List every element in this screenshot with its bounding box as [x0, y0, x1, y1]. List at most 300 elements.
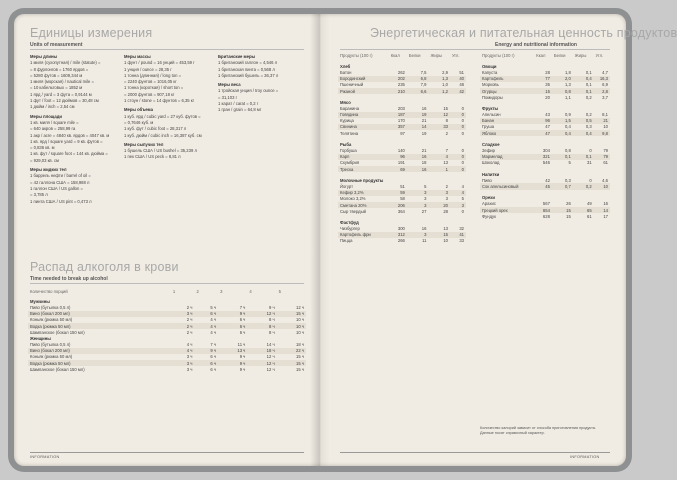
text-line: 1 галлон США / US gallon = — [30, 185, 83, 191]
text-line: 1 миля (морская) / nautical mile = — [30, 79, 94, 85]
section-heading: Британские меры — [218, 54, 256, 59]
table-cell: 4 ч — [210, 317, 217, 323]
nutrition-rule — [340, 49, 610, 50]
table-cell: Сметана 20% — [338, 202, 389, 208]
text-line: = 2240 фунтов = 1016,05 кг — [124, 79, 177, 85]
column-header: Ккал — [390, 52, 400, 58]
text-line: 1 стоун / stone = 14 фунтов = 6,35 кг — [124, 98, 195, 104]
left-footer-rule — [30, 452, 304, 453]
text-line: 1 кв. миля / square mile = — [30, 119, 79, 125]
column-header: 5 — [278, 288, 281, 294]
section-heading: Меры длины — [30, 54, 58, 59]
table-cell: 19 — [407, 112, 429, 118]
table-cell: 7,9 — [420, 82, 427, 88]
table-cell: Пиво (бутылка 0,5 л) — [30, 304, 71, 310]
table-cell: Картофель — [480, 76, 534, 82]
table-cell: 61 — [603, 160, 608, 166]
table-cell: 28 — [443, 208, 448, 214]
table-cell: 12 — [428, 112, 450, 118]
table-cell: 6 ч — [218, 323, 247, 329]
units-subtitle: Units of measurement — [30, 42, 83, 48]
group-label: Фрукты — [482, 105, 499, 111]
table-row — [28, 366, 306, 372]
table-cell: 33 — [428, 124, 450, 130]
table-cell: Водка (рюмка 50 мл) — [28, 323, 171, 329]
table-cell: 321 — [534, 154, 552, 160]
table-cell: 4 ч — [171, 348, 195, 354]
table-cell: Баранина — [340, 105, 360, 111]
table-cell: 8 ч — [247, 323, 276, 329]
text-line: = 0,836 кв. м — [30, 145, 55, 151]
alcohol-title: Распад алкоголя в крови — [30, 260, 179, 274]
table-cell: 21 — [594, 118, 610, 124]
text-line: 1 куб. ярд / cubic yard = 27 куб. футов = — [124, 113, 201, 119]
column-header: Угл. — [595, 52, 604, 58]
table-cell: 26 — [566, 201, 571, 207]
text-line: 1 британская пинта = 0,568 л — [218, 66, 275, 72]
table-cell: Кефир 3,2% — [338, 190, 389, 196]
text-line: 1 британский галлон = 4,546 л — [218, 60, 278, 66]
section-heading: Меры жидких тел — [30, 167, 67, 173]
table-cell: 202 — [389, 76, 407, 82]
table-cell: 5 — [424, 183, 427, 189]
group-label: Мясо — [340, 99, 351, 105]
column-header: Продукты (100 г) — [340, 52, 373, 58]
table-cell: 2 ч — [171, 323, 195, 329]
units-rule — [30, 49, 304, 50]
table-cell: Грецкий орех — [480, 207, 534, 213]
table-row — [338, 226, 466, 232]
table-cell: 6 ч — [210, 354, 217, 360]
table-cell: 13 ч — [218, 348, 247, 354]
table-cell: 15 ч — [295, 366, 304, 372]
table-cell: 6 ч — [194, 311, 218, 317]
table-cell: 6 ч — [194, 360, 218, 366]
table-cell: 40 — [450, 76, 466, 82]
table-cell: 0,4 — [573, 130, 594, 136]
group-label: Орехи — [482, 195, 495, 201]
section-heading: Меры массы — [124, 54, 151, 59]
column-header: Белки — [553, 52, 566, 58]
units-column-3 — [218, 51, 308, 114]
table-row — [338, 190, 466, 196]
table-cell: 191 — [397, 160, 405, 166]
table-cell: 79 — [594, 154, 610, 160]
text-line: 1 унция / ounce = 28,35 г — [124, 66, 172, 72]
table-cell: 8 ч — [268, 329, 275, 335]
table-cell: 7 — [445, 148, 448, 154]
group-label: Мужчины — [30, 298, 50, 304]
table-cell: 3 ч — [186, 366, 193, 372]
table-cell: 1,2 — [428, 88, 450, 94]
table-cell: 1,5 — [552, 118, 573, 124]
text-line: 1 карат / carat = 0,2 г — [218, 101, 259, 107]
table-cell: 6 ч — [210, 366, 217, 372]
table-cell: 0,1 — [573, 154, 594, 160]
table-cell: 0,4 — [564, 124, 571, 130]
table-cell: 3,7 — [602, 94, 608, 100]
nutrition-notes — [480, 426, 610, 436]
table-cell: 6 ч — [239, 317, 246, 323]
table-cell: 0,8 — [564, 148, 571, 154]
table-cell: 304 — [542, 148, 550, 154]
table-cell: 16 — [407, 166, 429, 172]
table-cell: Вино (бокал 200 мл) — [28, 311, 171, 317]
table-cell: 9 ч — [239, 366, 246, 372]
units-column-2 — [124, 51, 212, 161]
table-cell: 3 ч — [186, 354, 193, 360]
table-cell: 0,2 — [585, 112, 592, 118]
text-line: = 5280 футов = 1609,344 м — [30, 72, 83, 78]
table-cell: Апельсин — [482, 112, 501, 118]
table-cell: Зефир — [482, 148, 495, 154]
table-cell: 15 ч — [277, 360, 306, 366]
table-cell: 3 — [407, 232, 429, 238]
table-cell: 4 ч — [194, 323, 218, 329]
table-row — [480, 112, 610, 118]
table-cell: 0,9 — [564, 112, 571, 118]
table-cell: 6,8 — [407, 76, 429, 82]
table-cell: Сок апельсиновый — [480, 183, 534, 189]
table-cell: 0 — [461, 160, 464, 166]
table-cell: 21 — [421, 148, 427, 154]
table-cell: 9 ч — [268, 304, 275, 310]
table-cell: Горбуша — [340, 148, 357, 154]
table-cell: 16 — [421, 226, 427, 232]
table-cell: Пиво — [482, 177, 492, 183]
column-header: Ккал — [536, 52, 546, 58]
text-line: 1 куб. фут / cubic foot = 28,317 л — [124, 126, 187, 132]
table-cell: 0 — [461, 208, 464, 214]
right-footer: INFORMATION — [570, 455, 600, 459]
text-line: = 10 кабельтовых = 1852 м — [30, 85, 83, 91]
section-heading: Меры площади — [30, 113, 62, 119]
table-cell: 0 — [461, 105, 464, 111]
table-cell: 235 — [397, 82, 405, 88]
table-cell: 22 ч — [277, 348, 306, 354]
nutrition-table-left — [338, 52, 466, 244]
table-cell: 3 — [407, 190, 429, 196]
group-label: Рыба — [340, 141, 352, 147]
table-cell: 10 ч — [295, 329, 304, 335]
table-cell: 0 — [450, 166, 466, 172]
table-cell: 9 ч — [218, 360, 247, 366]
text-line: 1 британский бушель = 36,37 л — [218, 72, 279, 78]
table-cell: 0,7 — [552, 183, 573, 189]
table-cell: 1,0 — [442, 82, 448, 88]
table-cell: 4 ч — [186, 342, 193, 348]
table-cell: 10 — [594, 183, 610, 189]
table-cell: 21 — [421, 118, 427, 124]
table-cell: Батон — [340, 69, 352, 75]
table-cell: 8 ч — [268, 317, 275, 323]
table-cell: Банан — [480, 118, 534, 124]
group-label: Фастфуд — [340, 219, 359, 225]
table-cell: Молоко 3,2% — [340, 196, 366, 202]
table-cell: 262 — [397, 69, 405, 75]
table-cell: 35 — [545, 82, 550, 88]
column-header: Количество порций — [30, 288, 68, 294]
table-cell: 59 — [389, 190, 407, 196]
table-cell: 0,4 — [573, 76, 594, 82]
table-cell: 77 — [534, 76, 552, 82]
text-line: = 8 фурлонгов = 1760 ярдов = — [30, 66, 89, 72]
table-cell: Морковь — [482, 82, 499, 88]
table-cell: 31 — [586, 160, 592, 166]
table-cell: Капуста — [482, 69, 498, 75]
table-cell: 19 — [421, 130, 427, 136]
table-cell: 49 — [586, 201, 592, 207]
table-cell: Карп — [338, 154, 389, 160]
table-cell: 6 ч — [239, 329, 246, 335]
table-cell: 10 — [603, 124, 608, 130]
table-cell: Помидоры — [482, 94, 503, 100]
table-cell: 170 — [397, 118, 405, 124]
alcohol-rule — [30, 283, 304, 284]
table-cell: 0 — [589, 148, 592, 154]
table-cell: 11 — [422, 238, 427, 244]
table-cell: 0 — [450, 124, 466, 130]
table-cell: 20 — [428, 202, 450, 208]
table-cell: 18 — [421, 160, 427, 166]
table-row — [338, 76, 466, 82]
text-line: = 42 галлона США = 158,988 л — [30, 179, 90, 185]
table-cell: 4,6 — [602, 177, 608, 183]
table-cell: 0,1 — [573, 88, 594, 94]
table-cell: 15 — [566, 213, 571, 219]
text-line: 1 дюйм / inch = 2,54 см — [30, 104, 75, 110]
table-cell: 12 ч — [295, 304, 304, 310]
table-cell: 628 — [542, 213, 550, 219]
table-cell: 48 — [459, 82, 464, 88]
section-heading: Меры объема — [124, 107, 153, 113]
table-cell: 13 — [443, 226, 448, 232]
table-cell: Треска — [338, 166, 389, 172]
table-cell: 2,8 — [594, 88, 610, 94]
table-cell: 3 — [428, 190, 450, 196]
table-cell: Бородинский — [338, 76, 389, 82]
table-cell: Шоколад — [482, 160, 500, 166]
text-line: = 31,103 г — [218, 94, 238, 100]
table-cell: 1,1 — [564, 94, 571, 100]
table-cell: 28 — [545, 69, 550, 75]
group-label: Молочные продукты — [340, 177, 384, 183]
table-cell: 4 — [428, 154, 450, 160]
text-line: 1 баррель нефти / barrel of oil = — [30, 173, 91, 179]
column-header: 4 — [249, 288, 252, 294]
table-cell: 2 — [445, 130, 448, 136]
table-cell: 0,5 — [573, 118, 594, 124]
table-cell: 0 — [461, 118, 464, 124]
table-row — [338, 160, 466, 166]
text-line: 1 бушель США / US bushel = 35,239 л — [124, 148, 197, 154]
table-cell: 65 — [573, 207, 594, 213]
table-cell: 266 — [397, 238, 405, 244]
text-line: 1 тонна (длинная) / long ton = — [124, 72, 182, 78]
table-cell: 8,1 — [602, 112, 608, 118]
table-cell: 41 — [450, 232, 466, 238]
table-cell: Ржаной — [338, 88, 389, 94]
table-cell: 51 — [400, 183, 405, 189]
right-page — [320, 14, 677, 466]
table-cell: 16 — [603, 201, 608, 207]
table-cell: 43 — [545, 112, 550, 118]
table-cell: Коньяк (рюмка 50 мл) — [30, 354, 73, 360]
units-column-1 — [30, 51, 118, 205]
table-cell: 2,0 — [552, 76, 573, 82]
table-cell: 140 — [397, 148, 405, 154]
table-cell: Огурцы — [480, 88, 534, 94]
group-label: Напитки — [482, 171, 500, 177]
table-cell: Телятина — [340, 130, 359, 136]
table-cell: 15 — [552, 207, 573, 213]
table-cell: 15 — [428, 232, 450, 238]
table-cell: Пиво (бутылка 0,5 л) — [30, 342, 71, 348]
column-header: Угл. — [452, 52, 460, 58]
table-cell: 2,9 — [442, 69, 448, 75]
table-cell: 2 ч — [186, 317, 193, 323]
table-cell: 4 — [461, 183, 464, 189]
table-cell: 3 — [450, 202, 466, 208]
table-cell: 0 — [450, 154, 466, 160]
text-line: = 0,7646 куб. м — [124, 119, 154, 125]
column-header: 1 — [172, 288, 176, 294]
table-cell: 9,8 — [594, 130, 610, 136]
table-cell: 203 — [397, 105, 405, 111]
table-row — [338, 208, 466, 214]
table-cell: 0,3 — [585, 124, 592, 130]
group-label: Сладкое — [482, 141, 500, 147]
table-cell: 12 ч — [247, 311, 276, 317]
text-line: 1 гран / grain = 64,8 мг — [218, 107, 262, 113]
table-row — [338, 196, 466, 202]
table-cell: 20 — [545, 94, 550, 100]
table-row — [480, 76, 610, 82]
table-cell: Скумбрия — [340, 160, 360, 166]
text-line: 1 кв. ярд / square yard = 9 кв. футов = — [30, 138, 103, 144]
table-cell: 15 — [443, 105, 448, 111]
table-cell: Говядина — [338, 112, 389, 118]
table-cell: 12 ч — [266, 366, 275, 372]
table-cell: 0 — [589, 177, 592, 183]
nutrition-table-right — [480, 52, 610, 219]
column-header: 3 — [220, 288, 223, 294]
table-cell: 10 — [443, 238, 448, 244]
table-cell: Пицца — [340, 238, 353, 244]
table-cell: 7 ч — [239, 304, 246, 310]
text-line: 1 миля (сухопутная) / mile (statute) = — [30, 60, 101, 66]
table-cell: 6,9 — [602, 82, 608, 88]
nutrition-subtitle: Energy and nutritional information — [495, 42, 577, 48]
table-cell: 4 — [450, 190, 466, 196]
table-cell: 2 — [445, 183, 448, 189]
table-cell: 96 — [534, 118, 552, 124]
table-cell: 16,3 — [594, 76, 610, 82]
table-cell: 97 — [400, 130, 405, 136]
table-cell: 15 ч — [277, 311, 306, 317]
left-footer: INFORMATION — [30, 455, 60, 459]
table-cell: 300 — [397, 226, 405, 232]
table-row — [338, 112, 466, 118]
text-line: 1 пек США / US peck = 8,81 л — [124, 154, 181, 160]
table-cell: Шампанское (бокал 150 мл) — [30, 329, 85, 335]
table-cell: 210 — [389, 88, 407, 94]
table-cell: 15 — [534, 88, 552, 94]
table-cell: 9 ч — [194, 348, 218, 354]
table-cell: Яблоко — [480, 130, 534, 136]
table-cell: Сыр твердый — [340, 208, 366, 214]
group-label: Хлеб — [340, 63, 351, 69]
table-cell: 7,5 — [420, 69, 427, 75]
table-cell: Фундук — [482, 213, 496, 219]
table-cell: 0 — [450, 112, 466, 118]
group-label: Женщины — [30, 335, 51, 341]
table-row — [338, 105, 466, 111]
table-cell: 11 ч — [237, 342, 246, 348]
table-cell: Шампанское (бокал 150 мл) — [30, 366, 85, 372]
table-cell: 357 — [389, 124, 407, 130]
table-cell: 15 ч — [295, 354, 304, 360]
table-row — [338, 238, 466, 244]
section-heading: Меры сыпучих тел — [124, 141, 164, 147]
table-cell: Курица — [340, 118, 354, 124]
text-line: 1 тонна (короткая) / short ton = — [124, 85, 184, 91]
table-cell: 0,2 — [585, 94, 592, 100]
section-heading: Меры веса — [218, 82, 241, 88]
right-footer-rule — [340, 452, 610, 453]
table-cell: 14 ч — [266, 342, 275, 348]
nutrition-title: Энергетическая и питательная ценность продуктов — [370, 26, 677, 40]
table-cell: 312 — [389, 232, 407, 238]
table-cell: 42 — [450, 88, 466, 94]
table-cell: 9 ч — [218, 311, 247, 317]
table-cell: 206 — [389, 202, 407, 208]
table-cell: Картофель фри — [338, 232, 389, 238]
table-row — [480, 213, 610, 219]
column-header: Белки — [408, 52, 421, 58]
table-row — [338, 130, 466, 136]
table-cell: 546 — [542, 160, 550, 166]
table-cell: Свинина — [338, 124, 389, 130]
spine-shadow — [310, 14, 330, 466]
table-cell: 4,7 — [602, 69, 608, 75]
table-cell: 16 — [421, 105, 427, 111]
table-row — [480, 183, 610, 189]
text-line: Количество калорий зависит от способа приготовления продукта. — [480, 426, 596, 430]
table-cell: Коньяк (рюмка 50 мл) — [30, 317, 73, 323]
table-cell: 32 — [459, 226, 464, 232]
table-cell: 654 — [534, 207, 552, 213]
table-cell: 3 — [407, 202, 429, 208]
table-cell: 18 ч — [247, 348, 276, 354]
table-cell: 6,6 — [407, 88, 429, 94]
table-cell: 3 — [445, 196, 448, 202]
text-line: 1 фут / foot = 12 дюймов = 30,48 см — [30, 98, 99, 104]
table-cell: 18 ч — [295, 342, 304, 348]
table-cell: 0,8 — [552, 88, 573, 94]
table-cell: 1 — [428, 166, 450, 172]
table-cell: 5 ч — [210, 304, 217, 310]
table-row — [480, 154, 610, 160]
table-row — [480, 207, 610, 213]
table-cell: 10 ч — [295, 317, 304, 323]
notebook-spread — [14, 14, 677, 466]
table-cell: 47 — [545, 124, 550, 130]
table-cell: 61 — [586, 213, 592, 219]
table-cell: Вино (бокал 200 мл) — [28, 348, 171, 354]
table-cell: Груша — [482, 124, 495, 130]
table-cell: 3 ч — [171, 311, 195, 317]
